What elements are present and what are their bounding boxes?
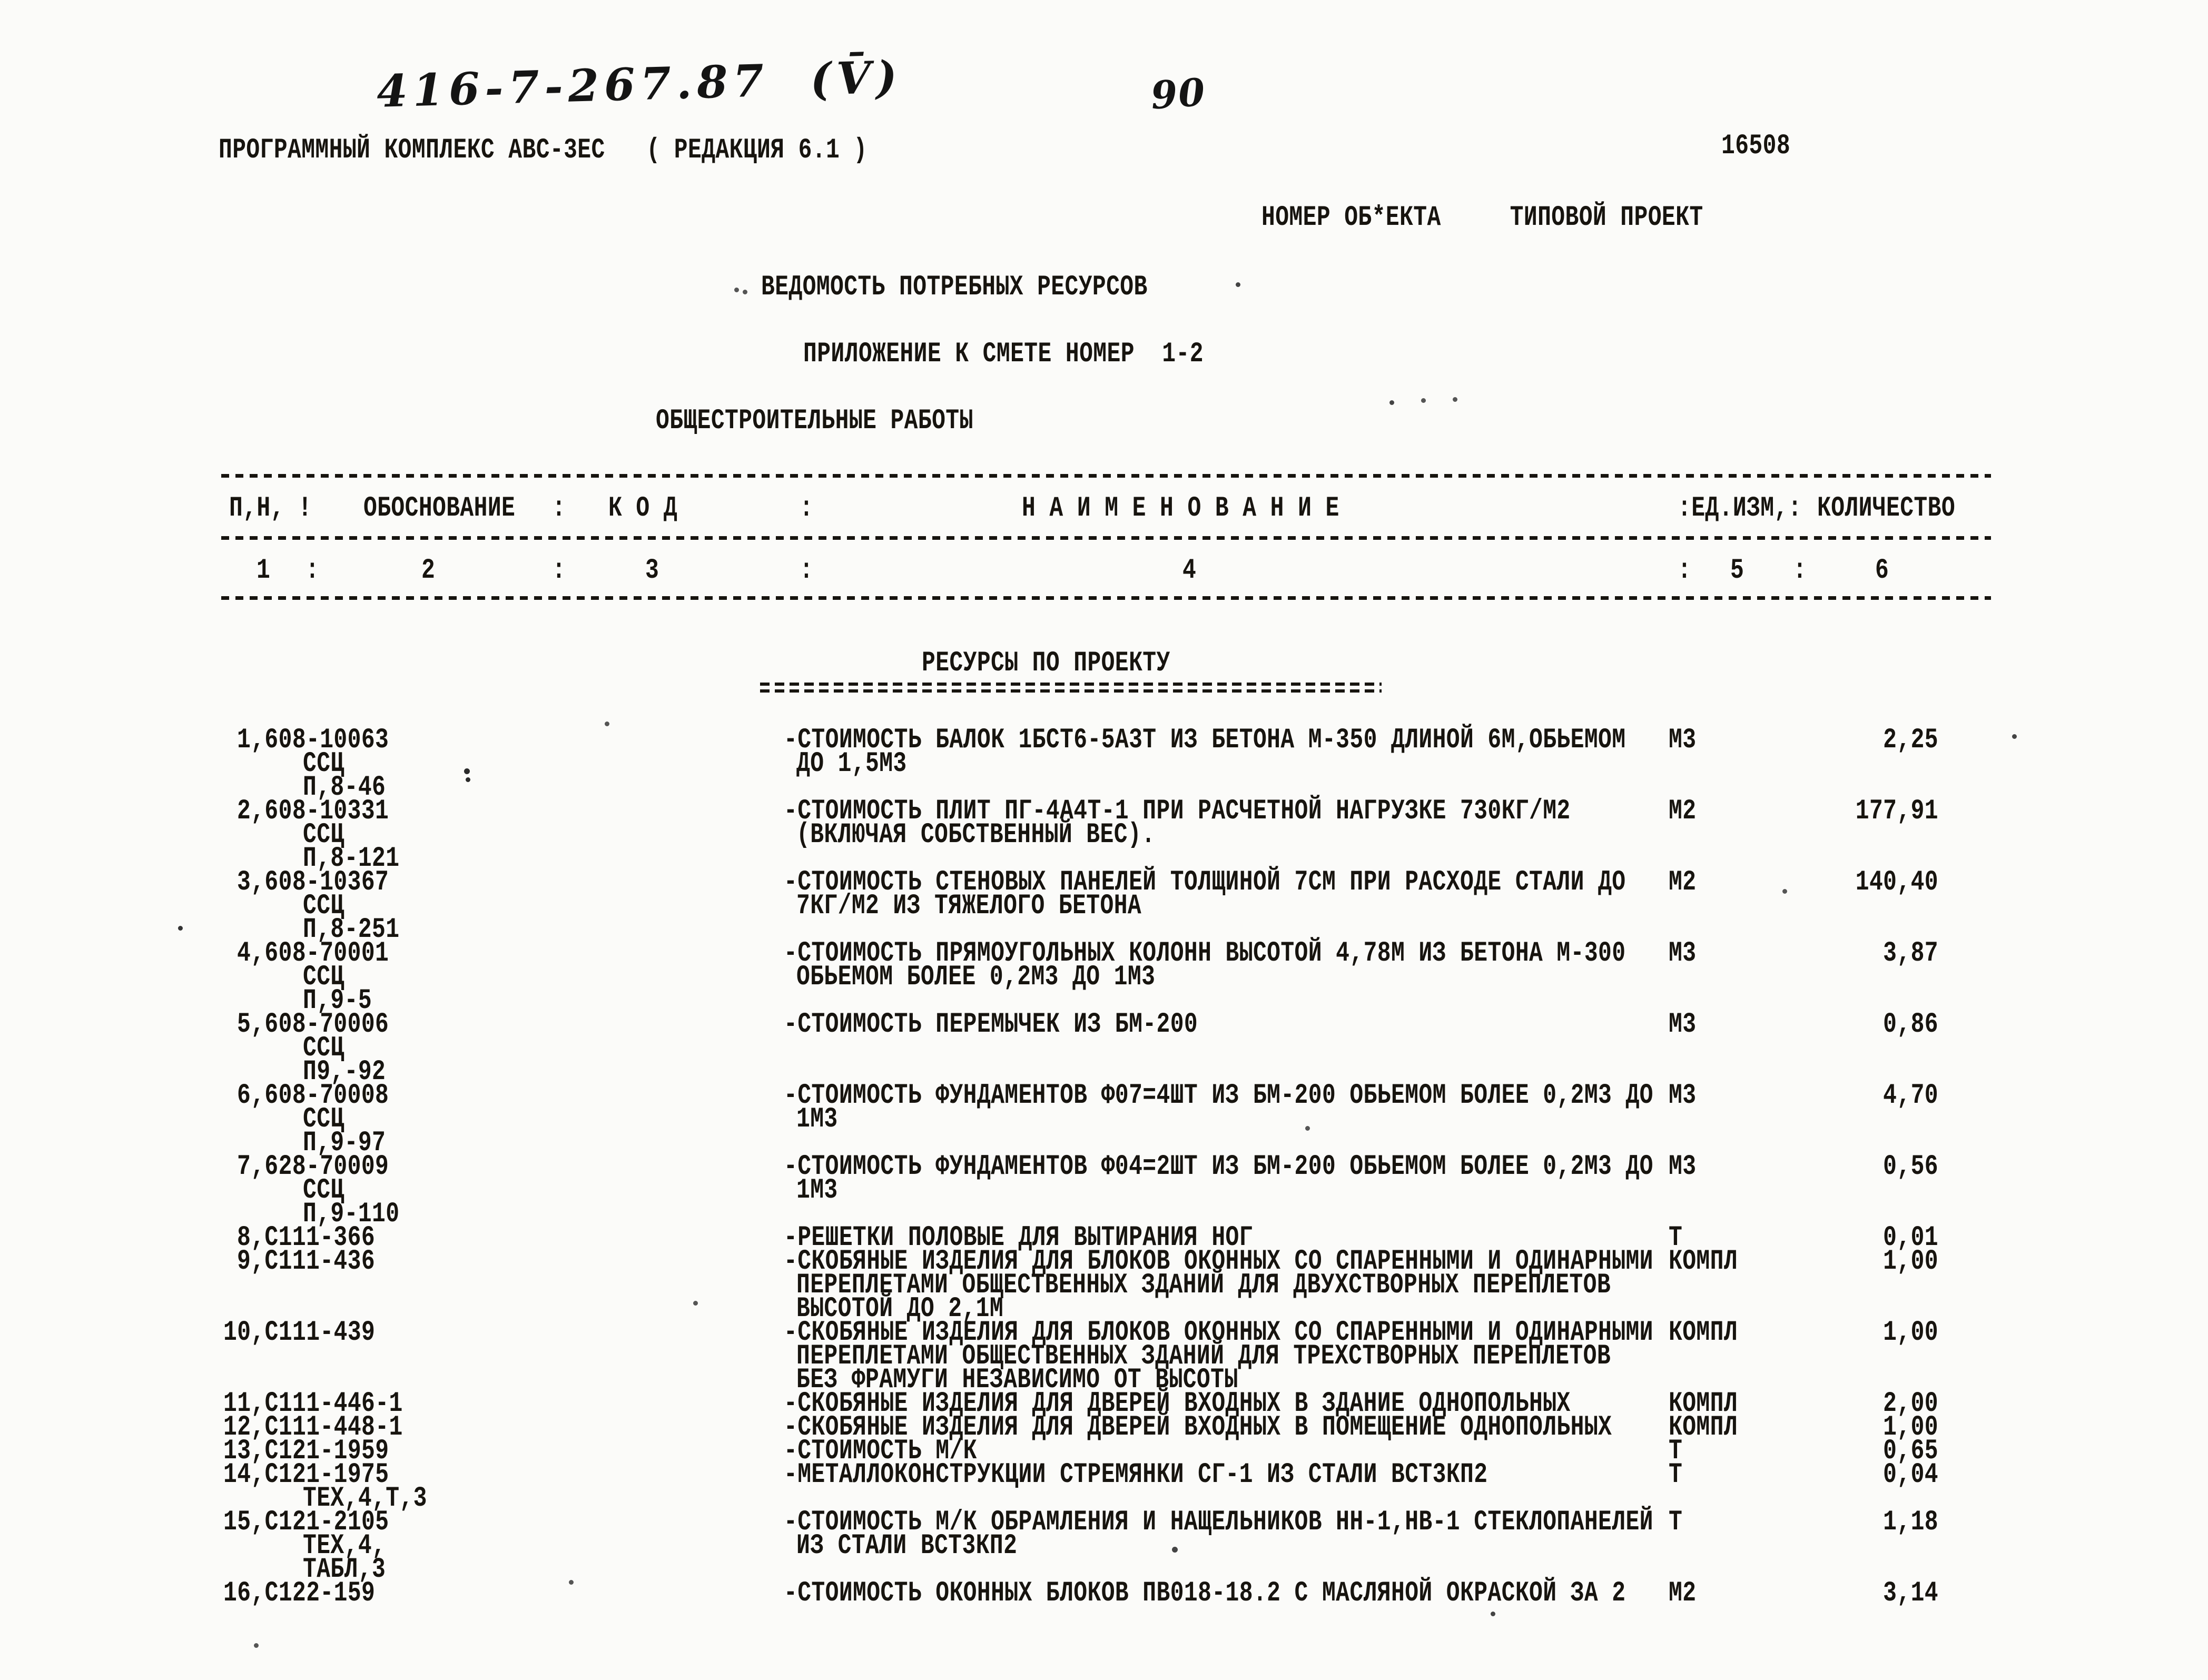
row-5-quantity: 0,86 [1883, 1008, 1938, 1041]
row-10-unit: КОМПЛ [1669, 1316, 1738, 1349]
column-header-code: К О Д [608, 492, 678, 525]
row-7-code: 7,628-70009 [237, 1150, 389, 1183]
row-4-code: 4,608-70001 [237, 937, 389, 970]
row-15-code: 15,С121-2105 [223, 1506, 389, 1538]
row-12-name: -СКОБЯНЫЕ ИЗДЕЛИЯ ДЛЯ ДВЕРЕЙ ВХОДНЫХ В ПОМЕЩЕНИЕ ОДНОПОЛЬНЫХ [784, 1411, 1612, 1444]
column-number-3: 3 [645, 554, 659, 587]
row-14-basis-ref: ТЕХ,4,Т,3 [303, 1482, 427, 1515]
row-9-unit: КОМПЛ [1669, 1245, 1738, 1278]
row-13-name: -СТОИМОСТЬ М/К [784, 1435, 977, 1467]
row-15-name-continued: ИЗ СТАЛИ ВСТ3КП2 [796, 1529, 1018, 1562]
row-10-name-continued: ПЕРЕПЛЕТАМИ ОБЩЕСТВЕННЫХ ЗДАНИЙ ДЛЯ ТРЕХСТВОРНЫХ ПЕРЕПЛЕТОВ [796, 1340, 1611, 1372]
row-7-name: -СТОИМОСТЬ ФУНДАМЕНТОВ Ф04=2ШТ ИЗ БМ-200 ОБЬЕМОМ БОЛЕЕ 0,2М3 ДО [784, 1150, 1653, 1183]
row-7-basis-ref: П,9-110 [303, 1198, 400, 1230]
row-5-basis-ref: ССЦ [303, 1032, 344, 1064]
row-6-basis-ref: П,9-97 [303, 1126, 386, 1159]
row-3-basis-ref: ССЦ [303, 890, 344, 922]
row-3-name: -СТОИМОСТЬ СТЕНОВЫХ ПАНЕЛЕЙ ТОЛЩИНОЙ 7СМ ПРИ РАСХОДЕ СТАЛИ ДО [784, 866, 1626, 898]
row-14-unit: Т [1669, 1458, 1683, 1491]
row-8-quantity: 0,01 [1883, 1221, 1938, 1254]
program-complex-line: ПРОГРАММНЫЙ КОМПЛЕКС АВС-3ЕС ( РЕДАКЦИЯ 6.1 ) [219, 134, 868, 166]
row-7-name-continued: 1М3 [796, 1174, 838, 1207]
row-6-name-continued: 1М3 [796, 1103, 838, 1135]
row-9-quantity: 1,00 [1883, 1245, 1938, 1278]
handwritten-page-number: 90 [1149, 69, 1208, 118]
row-14-quantity: 0,04 [1883, 1458, 1938, 1491]
row-7-unit: М3 [1669, 1150, 1697, 1183]
column-header-name: Н А И М Е Н О В А Н И Е [1022, 492, 1339, 525]
column-separator: : [1793, 554, 1807, 587]
row-2-basis-ref: ССЦ [303, 818, 344, 851]
row-1-quantity: 2,25 [1883, 724, 1938, 756]
row-8-unit: Т [1669, 1221, 1683, 1254]
row-7-quantity: 0,56 [1883, 1150, 1938, 1183]
row-3-basis-ref: П,8-251 [303, 913, 400, 946]
row-2-code: 2,608-10331 [237, 795, 389, 827]
row-4-basis-ref: ССЦ [303, 961, 344, 993]
column-separator: : [1678, 554, 1692, 587]
row-10-quantity: 1,00 [1883, 1316, 1938, 1349]
row-1-basis-ref: ССЦ [303, 747, 344, 780]
row-10-name-continued: БЕЗ ФРАМУГИ НЕЗАВИСИМО ОТ ВЫСОТЫ [796, 1363, 1238, 1396]
column-separator: : [552, 554, 566, 587]
table-rule-middle [221, 536, 1991, 540]
row-1-basis-ref: П,8-46 [303, 771, 386, 804]
row-2-name-continued: (ВКЛЮЧАЯ СОБСТВЕННЫЙ ВЕС). [796, 818, 1156, 851]
row-11-name: -СКОБЯНЫЕ ИЗДЕЛИЯ ДЛЯ ДВЕРЕЙ ВХОДНЫХ В ЗДАНИЕ ОДНОПОЛЬНЫХ [784, 1387, 1571, 1420]
row-15-unit: Т [1669, 1506, 1683, 1538]
column-separator: : [800, 492, 814, 525]
row-9-name-continued: ВЫСОТОЙ ДО 2,1М [796, 1292, 1004, 1325]
group-title: РЕСУРСЫ ПО ПРОЕКТУ [922, 647, 1170, 679]
row-9-name-continued: ПЕРЕПЛЕТАМИ ОБЩЕСТВЕННЫХ ЗДАНИЙ ДЛЯ ДВУХСТВОРНЫХ ПЕРЕПЛЕТОВ [796, 1269, 1611, 1301]
row-3-quantity: 140,40 [1855, 866, 1938, 898]
group-title-underline [760, 683, 1382, 686]
column-header-unit: :ЕД.ИЗМ,: [1678, 492, 1802, 525]
object-number-line: НОМЕР ОБ*ЕКТА ТИПОВОЙ ПРОЕКТ [1261, 201, 1703, 234]
row-16-quantity: 3,14 [1883, 1577, 1938, 1609]
row-11-code: 11,С111-446-1 [223, 1387, 403, 1420]
row-1-unit: М3 [1669, 724, 1697, 756]
row-10-code: 10,С111-439 [223, 1316, 376, 1349]
table-rule-top [221, 474, 1991, 478]
row-3-code: 3,608-10367 [237, 866, 389, 898]
row-15-basis-ref: ТЕХ,4, [303, 1529, 386, 1562]
row-14-name: -МЕТАЛЛОКОНСТРУКЦИИ СТРЕМЯНКИ СГ-1 ИЗ СТАЛИ ВСТ3КП2 [784, 1458, 1488, 1491]
row-11-quantity: 2,00 [1883, 1387, 1938, 1420]
row-5-name: -СТОИМОСТЬ ПЕРЕМЫЧЕК ИЗ БМ-200 [784, 1008, 1198, 1041]
row-14-code: 14,С121-1975 [223, 1458, 389, 1491]
row-1-code: 1,608-10063 [237, 724, 389, 756]
row-4-name: -СТОИМОСТЬ ПРЯМОУГОЛЬНЫХ КОЛОНН ВЫСОТОЙ 4,78М ИЗ БЕТОНА М-300 [784, 937, 1626, 970]
table-rule-bottom [221, 596, 1991, 600]
row-16-code: 16,С122-159 [223, 1577, 376, 1609]
page-title: ВЕДОМОСТЬ ПОТРЕБНЫХ РЕСУРСОВ [761, 271, 1148, 303]
row-5-basis-ref: П9,-92 [303, 1055, 386, 1088]
row-15-name: -СТОИМОСТЬ М/К ОБРАМЛЕНИЯ И НАЩЕЛЬНИКОВ НН-1,НВ-1 СТЕКЛОПАНЕЛЕЙ [784, 1506, 1653, 1538]
column-header-qty: КОЛИЧЕСТВО [1817, 492, 1956, 525]
row-12-quantity: 1,00 [1883, 1411, 1938, 1444]
row-2-unit: М2 [1669, 795, 1697, 827]
row-11-unit: КОМПЛ [1669, 1387, 1738, 1420]
document-number: 16508 [1721, 130, 1791, 162]
row-8-code: 8,С111-366 [237, 1221, 376, 1254]
row-13-code: 13,С121-1959 [223, 1435, 389, 1467]
column-separator: : [800, 554, 814, 587]
row-15-quantity: 1,18 [1883, 1506, 1938, 1538]
row-9-name: -СКОБЯНЫЕ ИЗДЕЛИЯ ДЛЯ БЛОКОВ ОКОННЫХ СО СПАРЕННЫМИ И ОДИНАРНЫМИ [784, 1245, 1653, 1278]
row-15-basis-ref: ТАБЛ,3 [303, 1553, 386, 1586]
row-16-unit: М2 [1669, 1577, 1697, 1609]
row-7-basis-ref: ССЦ [303, 1174, 344, 1207]
row-2-name: -СТОИМОСТЬ ПЛИТ ПГ-4А4Т-1 ПРИ РАСЧЕТНОЙ НАГРУЗКЕ 730КГ/М2 [784, 795, 1571, 827]
row-4-quantity: 3,87 [1883, 937, 1938, 970]
row-6-code: 6,608-70008 [237, 1079, 389, 1112]
row-2-basis-ref: П,8-121 [303, 842, 400, 875]
column-number-1: 1 [257, 554, 271, 587]
group-title-underline [760, 689, 1382, 693]
row-4-unit: М3 [1669, 937, 1697, 970]
row-6-basis-ref: ССЦ [303, 1103, 344, 1135]
section-title: ОБЩЕСТРОИТЕЛЬНЫЕ РАБОТЫ [656, 404, 973, 437]
row-16-name: -СТОИМОСТЬ ОКОННЫХ БЛОКОВ ПВ018-18.2 С МАСЛЯНОЙ ОКРАСКОЙ ЗА 2 [784, 1577, 1626, 1609]
row-5-unit: М3 [1669, 1008, 1697, 1041]
page-subtitle: ПРИЛОЖЕНИЕ К СМЕТЕ НОМЕР 1-2 [803, 338, 1204, 370]
row-12-code: 12,С111-448-1 [223, 1411, 403, 1444]
row-1-name-continued: ДО 1,5М3 [796, 747, 907, 780]
column-header-num: П,Н, ! [229, 492, 312, 525]
row-6-quantity: 4,70 [1883, 1079, 1938, 1112]
column-number-5: 5 [1730, 554, 1744, 587]
handwritten-project-code: 416-7-267.87 (V̄) [376, 51, 903, 117]
row-6-name: -СТОИМОСТЬ ФУНДАМЕНТОВ Ф07=4ШТ ИЗ БМ-200 ОБЬЕМОМ БОЛЕЕ 0,2М3 ДО [784, 1079, 1653, 1112]
row-2-quantity: 177,91 [1855, 795, 1938, 827]
row-6-unit: М3 [1669, 1079, 1697, 1112]
row-10-name: -СКОБЯНЫЕ ИЗДЕЛИЯ ДЛЯ БЛОКОВ ОКОННЫХ СО СПАРЕННЫМИ И ОДИНАРНЫМИ [784, 1316, 1653, 1349]
row-8-name: -РЕШЕТКИ ПОЛОВЫЕ ДЛЯ ВЫТИРАНИЯ НОГ [784, 1221, 1253, 1254]
column-separator: : [305, 554, 320, 587]
column-separator: : [552, 492, 566, 525]
row-3-unit: М2 [1669, 866, 1697, 898]
column-header-basis: ОБОСНОВАНИЕ [363, 492, 516, 525]
row-12-unit: КОМПЛ [1669, 1411, 1738, 1444]
column-number-6: 6 [1875, 554, 1889, 587]
row-5-code: 5,608-70006 [237, 1008, 389, 1041]
row-1-name: -СТОИМОСТЬ БАЛОК 1БСТ6-5А3Т ИЗ БЕТОНА М-350 ДЛИНОЙ 6М,ОБЬЕМОМ [784, 724, 1626, 756]
scan-noise-specks [0, 0, 3, 3]
row-13-unit: Т [1669, 1435, 1683, 1467]
row-13-quantity: 0,65 [1883, 1435, 1938, 1467]
row-4-basis-ref: П,9-5 [303, 984, 372, 1017]
column-number-2: 2 [421, 554, 436, 587]
row-3-name-continued: 7КГ/М2 ИЗ ТЯЖЕЛОГО БЕТОНА [796, 890, 1142, 922]
row-4-name-continued: ОБЬЕМОМ БОЛЕЕ 0,2М3 ДО 1М3 [796, 961, 1156, 993]
row-9-code: 9,С111-436 [237, 1245, 376, 1278]
column-number-4: 4 [1182, 554, 1197, 587]
